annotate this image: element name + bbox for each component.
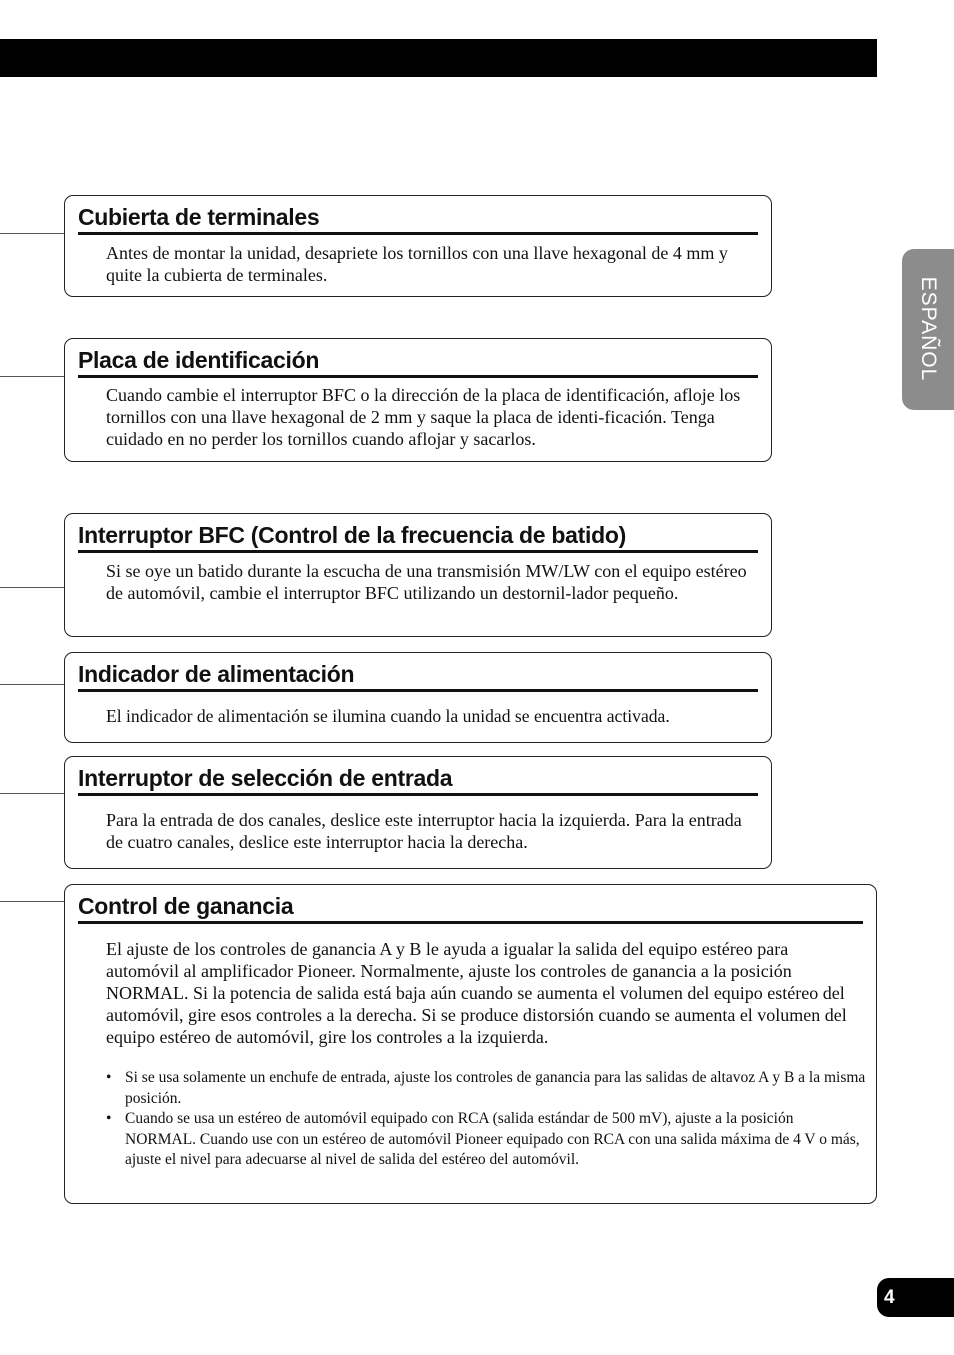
leader-line	[0, 233, 64, 234]
bullet-list	[106, 1068, 868, 1171]
section-body: Si se oye un batido durante la escucha de una transmisión MW/LW con el equipo estéreo de automóvil, cambie el interruptor BFC utilizando un destornil-lador pequeño.	[106, 561, 747, 603]
section-title: Placa de identificación	[78, 345, 758, 378]
section-body: Cuando cambie el interruptor BFC o la dirección de la placa de identificación, afloje los tornillos con una llave hexagonal de 2 mm y saque la placa de identi-ficación. Tenga cuidado en no perder los tornillos cuando aflojar y sacarlos.	[106, 385, 741, 449]
section-gain-control	[64, 884, 877, 1204]
language-tab-label: ESPAÑOL	[917, 276, 940, 382]
section-title: Interruptor de selección de entrada	[78, 763, 758, 796]
list-item: • Si se usa solamente un enchufe de entrada, ajuste los controles de ganancia para las salidas de altavoz A y B a la misma posición.	[106, 1068, 868, 1109]
leader-line	[0, 587, 64, 588]
section-power-indicator	[64, 652, 772, 743]
leader-line	[0, 793, 64, 794]
section-body: Para la entrada de dos canales, deslice este interruptor hacia la izquierda. Para la entrada de cuatro canales, deslice este interruptor hacia la derecha.	[106, 810, 742, 852]
leader-line	[0, 684, 64, 685]
header-bar	[0, 39, 877, 77]
section-body: Antes de montar la unidad, desapriete los tornillos con una llave hexagonal de 4 mm y quite la cubierta de terminales.	[106, 243, 728, 285]
section-body: El ajuste de los controles de ganancia A y B le ayuda a igualar la salida del equipo estéreo para automóvil al amplificador Pioneer. Normalmente, ajuste los controles de ganancia a la posición NORMAL. Si la potencia de salida está baja aún cuando se aumenta el volumen del equipo estéreo del automóvil, gire esos controles a la derecha. Si se produce distorsión cuando se aumenta el volumen del equipo estéreo de automóvil, gire los controles a la izquierda.	[106, 939, 847, 1047]
section-title: Cubierta de terminales	[78, 202, 758, 235]
section-title: Indicador de alimentación	[78, 659, 758, 692]
leader-line	[0, 376, 64, 377]
section-terminal-cover	[64, 195, 772, 297]
section-body: El indicador de alimentación se ilumina cuando la unidad se encuentra activada.	[106, 706, 670, 726]
section-id-plate	[64, 338, 772, 462]
leader-line	[0, 901, 64, 902]
section-title: Control de ganancia	[78, 891, 863, 924]
section-title: Interruptor BFC (Control de la frecuencia de batido)	[78, 520, 758, 553]
list-item: • Cuando se usa un estéreo de automóvil equipado con RCA (salida estándar de 500 mV), ajuste a la posición NORMAL. Cuando use con un estéreo de automóvil Pioneer equipado con RCA con una salida máxima de 4 V o más, ajuste el nivel para adecuarse al nivel de salida del estéreo del automóvil.	[106, 1109, 868, 1171]
section-bfc-switch	[64, 513, 772, 637]
language-tab	[902, 249, 954, 410]
section-input-selector	[64, 756, 772, 869]
page-number: 4	[877, 1278, 954, 1317]
